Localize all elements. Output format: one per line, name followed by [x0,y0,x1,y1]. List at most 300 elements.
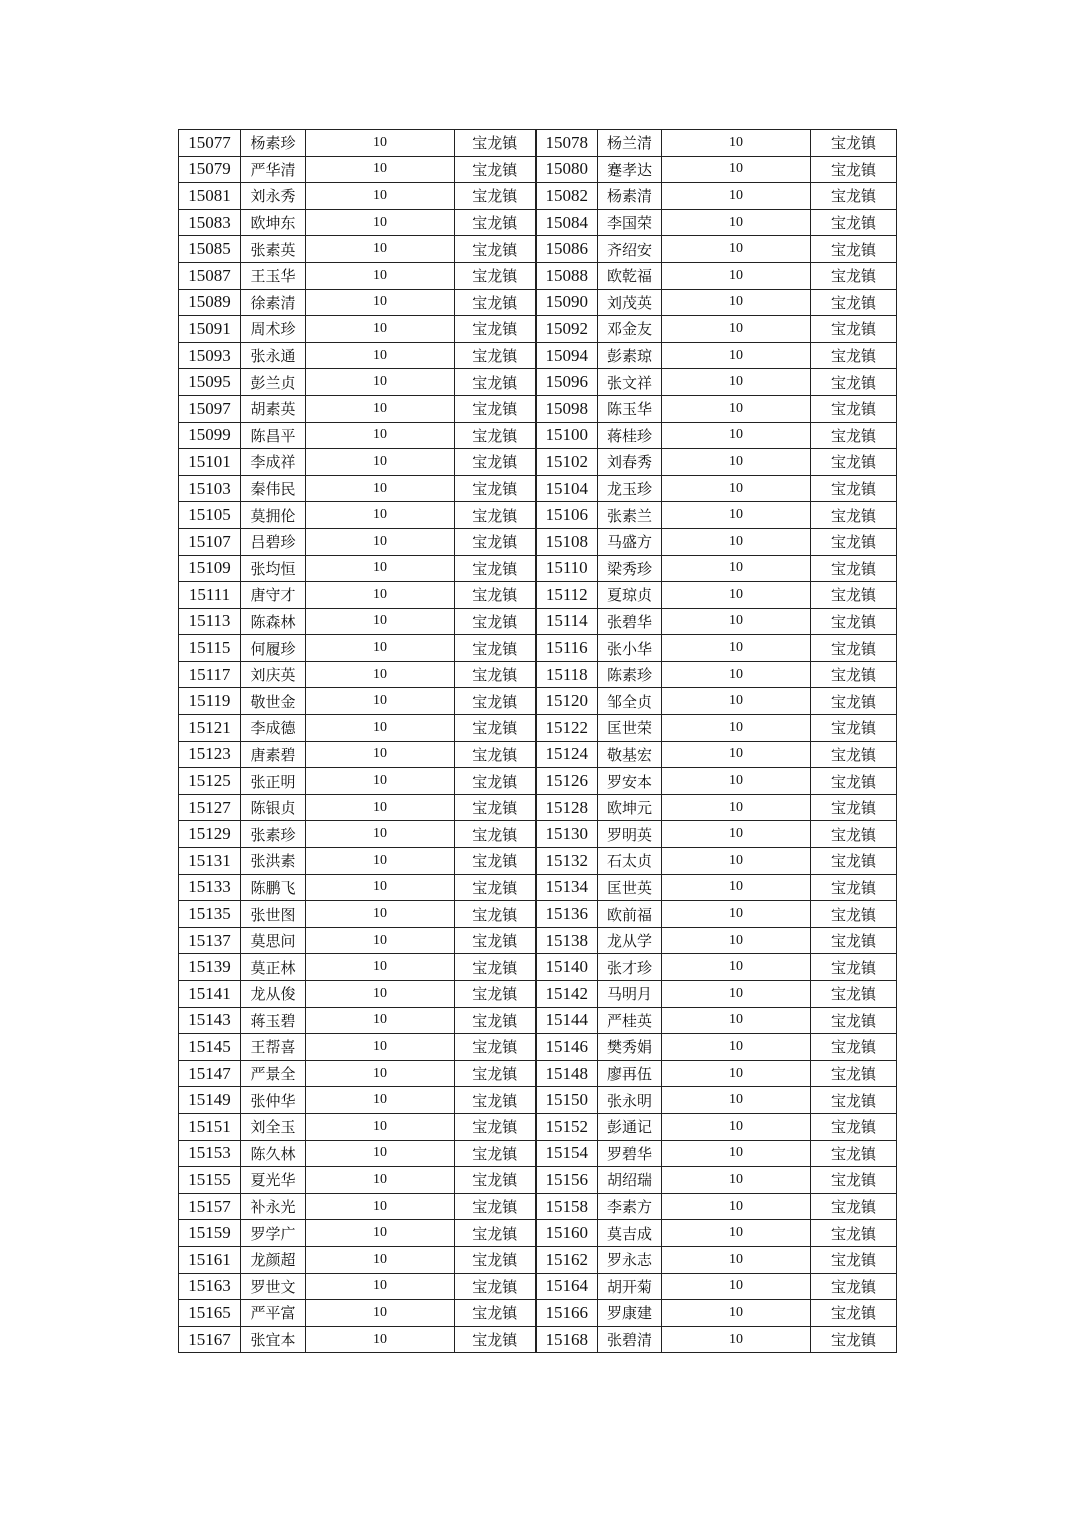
record-id-cell: 15166 [536,1300,598,1327]
table-row [179,1220,897,1247]
amount-cell: 10 [306,1273,455,1300]
amount-cell: 10 [306,661,455,688]
amount-cell: 10 [306,262,455,289]
town-cell: 宝龙镇 [455,1007,536,1034]
record-id-cell: 15102 [536,449,598,476]
person-name-cell: 杨素珍 [241,130,306,157]
amount-cell: 10 [306,1167,455,1194]
town-cell: 宝龙镇 [455,262,536,289]
record-id-cell: 15163 [179,1273,241,1300]
table-row [179,741,897,768]
amount-cell: 10 [662,661,811,688]
town-cell: 宝龙镇 [455,1246,536,1273]
town-cell: 宝龙镇 [811,369,897,396]
record-id-cell: 15146 [536,1034,598,1061]
town-cell: 宝龙镇 [811,449,897,476]
town-cell: 宝龙镇 [455,1140,536,1167]
person-name-cell: 张宜本 [241,1326,306,1353]
table-row [179,582,897,609]
table-row [179,635,897,662]
amount-cell: 10 [662,794,811,821]
amount-cell: 10 [306,848,455,875]
amount-cell: 10 [306,1113,455,1140]
amount-cell: 10 [662,1007,811,1034]
town-cell: 宝龙镇 [811,422,897,449]
record-id-cell: 15145 [179,1034,241,1061]
amount-cell: 10 [306,582,455,609]
town-cell: 宝龙镇 [455,635,536,662]
table-row [179,342,897,369]
person-name-cell: 蒋桂珍 [598,422,662,449]
amount-cell: 10 [306,901,455,928]
amount-cell: 10 [306,449,455,476]
table-row [179,1300,897,1327]
amount-cell: 10 [662,528,811,555]
record-id-cell: 15147 [179,1060,241,1087]
person-name-cell: 陈昌平 [241,422,306,449]
town-cell: 宝龙镇 [811,1220,897,1247]
record-id-cell: 15144 [536,1007,598,1034]
person-name-cell: 张素英 [241,236,306,263]
amount-cell: 10 [306,130,455,157]
record-id-cell: 15077 [179,130,241,157]
record-id-cell: 15128 [536,794,598,821]
person-name-cell: 刘春秀 [598,449,662,476]
record-id-cell: 15133 [179,874,241,901]
record-id-cell: 15106 [536,502,598,529]
person-name-cell: 欧乾福 [598,262,662,289]
amount-cell: 10 [306,688,455,715]
record-id-cell: 15132 [536,848,598,875]
record-id-cell: 15157 [179,1193,241,1220]
record-id-cell: 15114 [536,608,598,635]
person-name-cell: 欧坤元 [598,794,662,821]
person-name-cell: 罗永志 [598,1246,662,1273]
amount-cell: 10 [662,395,811,422]
amount-cell: 10 [662,369,811,396]
person-name-cell: 欧坤东 [241,209,306,236]
record-id-cell: 15167 [179,1326,241,1353]
amount-cell: 10 [662,236,811,263]
record-id-cell: 15126 [536,768,598,795]
record-id-cell: 15151 [179,1113,241,1140]
amount-cell: 10 [662,1300,811,1327]
town-cell: 宝龙镇 [455,901,536,928]
person-name-cell: 罗安本 [598,768,662,795]
table-row [179,1193,897,1220]
person-name-cell: 彭通记 [598,1113,662,1140]
town-cell: 宝龙镇 [455,1034,536,1061]
town-cell: 宝龙镇 [811,1140,897,1167]
record-id-cell: 15134 [536,874,598,901]
person-name-cell: 陈久林 [241,1140,306,1167]
person-name-cell: 廖再伍 [598,1060,662,1087]
person-name-cell: 莫思问 [241,927,306,954]
person-name-cell: 夏光华 [241,1167,306,1194]
person-name-cell: 刘全玉 [241,1113,306,1140]
person-name-cell: 敬基宏 [598,741,662,768]
amount-cell: 10 [306,1034,455,1061]
person-name-cell: 邹全贞 [598,688,662,715]
table-row [179,901,897,928]
person-name-cell: 杨兰清 [598,130,662,157]
person-name-cell: 唐素碧 [241,741,306,768]
record-id-cell: 15107 [179,528,241,555]
amount-cell: 10 [306,156,455,183]
amount-cell: 10 [662,1113,811,1140]
person-name-cell: 莫拥伦 [241,502,306,529]
town-cell: 宝龙镇 [455,741,536,768]
town-cell: 宝龙镇 [811,1167,897,1194]
person-name-cell: 夏琼贞 [598,582,662,609]
record-id-cell: 15155 [179,1167,241,1194]
record-id-cell: 15112 [536,582,598,609]
town-cell: 宝龙镇 [811,1007,897,1034]
amount-cell: 10 [662,289,811,316]
person-name-cell: 唐守才 [241,582,306,609]
record-id-cell: 15168 [536,1326,598,1353]
amount-cell: 10 [662,209,811,236]
person-name-cell: 胡素英 [241,395,306,422]
table-row [179,1113,897,1140]
person-name-cell: 刘庆英 [241,661,306,688]
amount-cell: 10 [662,502,811,529]
amount-cell: 10 [306,183,455,210]
table-row [179,821,897,848]
record-id-cell: 15143 [179,1007,241,1034]
record-id-cell: 15110 [536,555,598,582]
town-cell: 宝龙镇 [455,1300,536,1327]
table-row [179,688,897,715]
person-name-cell: 龙从俊 [241,981,306,1008]
record-id-cell: 15094 [536,342,598,369]
record-id-cell: 15078 [536,130,598,157]
town-cell: 宝龙镇 [811,768,897,795]
town-cell: 宝龙镇 [811,874,897,901]
person-name-cell: 彭素琼 [598,342,662,369]
person-name-cell: 罗学广 [241,1220,306,1247]
person-name-cell: 敬世金 [241,688,306,715]
record-id-cell: 15082 [536,183,598,210]
town-cell: 宝龙镇 [811,156,897,183]
amount-cell: 10 [306,768,455,795]
record-id-cell: 15108 [536,528,598,555]
town-cell: 宝龙镇 [455,1220,536,1247]
record-id-cell: 15095 [179,369,241,396]
person-name-cell: 李成祥 [241,449,306,476]
amount-cell: 10 [306,608,455,635]
amount-cell: 10 [306,289,455,316]
record-id-cell: 15165 [179,1300,241,1327]
town-cell: 宝龙镇 [455,874,536,901]
person-name-cell: 龙从学 [598,927,662,954]
record-id-cell: 15079 [179,156,241,183]
town-cell: 宝龙镇 [811,316,897,343]
record-id-cell: 15087 [179,262,241,289]
person-name-cell: 陈素珍 [598,661,662,688]
record-id-cell: 15124 [536,741,598,768]
town-cell: 宝龙镇 [811,1113,897,1140]
person-name-cell: 石太贞 [598,848,662,875]
person-name-cell: 蒋玉碧 [241,1007,306,1034]
amount-cell: 10 [662,183,811,210]
table-row [179,528,897,555]
person-name-cell: 严景全 [241,1060,306,1087]
town-cell: 宝龙镇 [455,927,536,954]
record-id-cell: 15096 [536,369,598,396]
amount-cell: 10 [662,927,811,954]
record-id-cell: 15130 [536,821,598,848]
record-id-cell: 15090 [536,289,598,316]
amount-cell: 10 [662,475,811,502]
person-name-cell: 欧前福 [598,901,662,928]
table-row [179,1007,897,1034]
person-name-cell: 马明月 [598,981,662,1008]
town-cell: 宝龙镇 [455,1060,536,1087]
record-id-cell: 15123 [179,741,241,768]
person-name-cell: 张碧华 [598,608,662,635]
table-row [179,209,897,236]
table-row [179,502,897,529]
town-cell: 宝龙镇 [811,528,897,555]
person-name-cell: 李国荣 [598,209,662,236]
table-row [179,555,897,582]
record-id-cell: 15152 [536,1113,598,1140]
table-row [179,422,897,449]
table-row [179,608,897,635]
town-cell: 宝龙镇 [811,342,897,369]
person-name-cell: 罗碧华 [598,1140,662,1167]
town-cell: 宝龙镇 [811,927,897,954]
record-id-cell: 15127 [179,794,241,821]
person-name-cell: 严桂英 [598,1007,662,1034]
record-id-cell: 15086 [536,236,598,263]
town-cell: 宝龙镇 [811,901,897,928]
town-cell: 宝龙镇 [811,1193,897,1220]
person-name-cell: 胡绍瑞 [598,1167,662,1194]
record-id-cell: 15088 [536,262,598,289]
person-name-cell: 张正明 [241,768,306,795]
person-name-cell: 张洪素 [241,848,306,875]
person-name-cell: 严平富 [241,1300,306,1327]
person-name-cell: 补永光 [241,1193,306,1220]
town-cell: 宝龙镇 [455,528,536,555]
record-id-cell: 15140 [536,954,598,981]
amount-cell: 10 [662,768,811,795]
town-cell: 宝龙镇 [455,768,536,795]
amount-cell: 10 [306,874,455,901]
amount-cell: 10 [662,1273,811,1300]
town-cell: 宝龙镇 [811,1087,897,1114]
person-name-cell: 周术珍 [241,316,306,343]
town-cell: 宝龙镇 [455,183,536,210]
record-id-cell: 15115 [179,635,241,662]
person-name-cell: 陈森林 [241,608,306,635]
town-cell: 宝龙镇 [811,1246,897,1273]
record-id-cell: 15092 [536,316,598,343]
amount-cell: 10 [662,156,811,183]
amount-cell: 10 [306,209,455,236]
town-cell: 宝龙镇 [811,715,897,742]
amount-cell: 10 [662,555,811,582]
person-name-cell: 莫吉成 [598,1220,662,1247]
record-id-cell: 15135 [179,901,241,928]
person-name-cell: 龙颜超 [241,1246,306,1273]
town-cell: 宝龙镇 [455,395,536,422]
town-cell: 宝龙镇 [455,422,536,449]
person-name-cell: 罗康建 [598,1300,662,1327]
record-id-cell: 15109 [179,555,241,582]
record-id-cell: 15119 [179,688,241,715]
town-cell: 宝龙镇 [811,688,897,715]
town-cell: 宝龙镇 [455,582,536,609]
person-name-cell: 莫正林 [241,954,306,981]
amount-cell: 10 [306,635,455,662]
amount-cell: 10 [662,821,811,848]
town-cell: 宝龙镇 [455,130,536,157]
record-id-cell: 15101 [179,449,241,476]
table-row [179,715,897,742]
record-id-cell: 15111 [179,582,241,609]
town-cell: 宝龙镇 [811,236,897,263]
person-name-cell: 严华清 [241,156,306,183]
person-name-cell: 张永通 [241,342,306,369]
table-row [179,289,897,316]
person-name-cell: 刘永秀 [241,183,306,210]
town-cell: 宝龙镇 [455,316,536,343]
town-cell: 宝龙镇 [455,954,536,981]
person-name-cell: 陈银贞 [241,794,306,821]
person-name-cell: 樊秀娟 [598,1034,662,1061]
town-cell: 宝龙镇 [455,608,536,635]
record-id-cell: 15138 [536,927,598,954]
town-cell: 宝龙镇 [811,183,897,210]
town-cell: 宝龙镇 [455,1326,536,1353]
amount-cell: 10 [306,927,455,954]
town-cell: 宝龙镇 [811,475,897,502]
amount-cell: 10 [662,874,811,901]
table-row [179,1140,897,1167]
person-name-cell: 杨素清 [598,183,662,210]
record-id-cell: 15150 [536,1087,598,1114]
town-cell: 宝龙镇 [811,821,897,848]
record-id-cell: 15099 [179,422,241,449]
table-row [179,395,897,422]
amount-cell: 10 [306,395,455,422]
town-cell: 宝龙镇 [455,848,536,875]
amount-cell: 10 [306,1193,455,1220]
table-row [179,369,897,396]
amount-cell: 10 [662,316,811,343]
town-cell: 宝龙镇 [455,369,536,396]
record-id-cell: 15137 [179,927,241,954]
town-cell: 宝龙镇 [455,1193,536,1220]
amount-cell: 10 [662,262,811,289]
table-row [179,236,897,263]
person-name-cell: 蹇孝达 [598,156,662,183]
amount-cell: 10 [662,1060,811,1087]
amount-cell: 10 [662,954,811,981]
amount-cell: 10 [306,502,455,529]
record-id-cell: 15154 [536,1140,598,1167]
amount-cell: 10 [306,369,455,396]
table-row [179,927,897,954]
town-cell: 宝龙镇 [811,1300,897,1327]
table-row [179,1060,897,1087]
table-row [179,475,897,502]
town-cell: 宝龙镇 [455,209,536,236]
town-cell: 宝龙镇 [811,555,897,582]
town-cell: 宝龙镇 [811,395,897,422]
amount-cell: 10 [306,1087,455,1114]
amount-cell: 10 [662,715,811,742]
amount-cell: 10 [306,1060,455,1087]
record-id-cell: 15080 [536,156,598,183]
person-name-cell: 张仲华 [241,1087,306,1114]
record-id-cell: 15085 [179,236,241,263]
amount-cell: 10 [662,741,811,768]
person-name-cell: 罗世文 [241,1273,306,1300]
town-cell: 宝龙镇 [455,156,536,183]
record-id-cell: 15104 [536,475,598,502]
record-id-cell: 15129 [179,821,241,848]
amount-cell: 10 [306,236,455,263]
record-id-cell: 15116 [536,635,598,662]
amount-cell: 10 [662,635,811,662]
amount-cell: 10 [662,1193,811,1220]
person-name-cell: 吕碧珍 [241,528,306,555]
table-row [179,954,897,981]
person-name-cell: 张素兰 [598,502,662,529]
town-cell: 宝龙镇 [455,661,536,688]
record-id-cell: 15103 [179,475,241,502]
person-name-cell: 邓金友 [598,316,662,343]
record-id-cell: 15098 [536,395,598,422]
town-cell: 宝龙镇 [811,582,897,609]
record-id-cell: 15148 [536,1060,598,1087]
table-row [179,768,897,795]
table-row [179,1326,897,1353]
table-row [179,1087,897,1114]
town-cell: 宝龙镇 [811,130,897,157]
table-row [179,848,897,875]
person-name-cell: 匡世英 [598,874,662,901]
town-cell: 宝龙镇 [811,608,897,635]
person-name-cell: 彭兰贞 [241,369,306,396]
person-name-cell: 徐素清 [241,289,306,316]
amount-cell: 10 [306,794,455,821]
table-row [179,1246,897,1273]
person-name-cell: 张永明 [598,1087,662,1114]
town-cell: 宝龙镇 [455,555,536,582]
amount-cell: 10 [662,130,811,157]
record-id-cell: 15159 [179,1220,241,1247]
record-id-cell: 15136 [536,901,598,928]
record-id-cell: 15160 [536,1220,598,1247]
town-cell: 宝龙镇 [455,449,536,476]
table-row [179,262,897,289]
town-cell: 宝龙镇 [455,821,536,848]
town-cell: 宝龙镇 [811,1326,897,1353]
town-cell: 宝龙镇 [455,1113,536,1140]
person-name-cell: 何履珍 [241,635,306,662]
town-cell: 宝龙镇 [455,1087,536,1114]
town-cell: 宝龙镇 [811,848,897,875]
record-id-cell: 15153 [179,1140,241,1167]
table-row [179,794,897,821]
amount-cell: 10 [306,316,455,343]
table-row [179,1167,897,1194]
